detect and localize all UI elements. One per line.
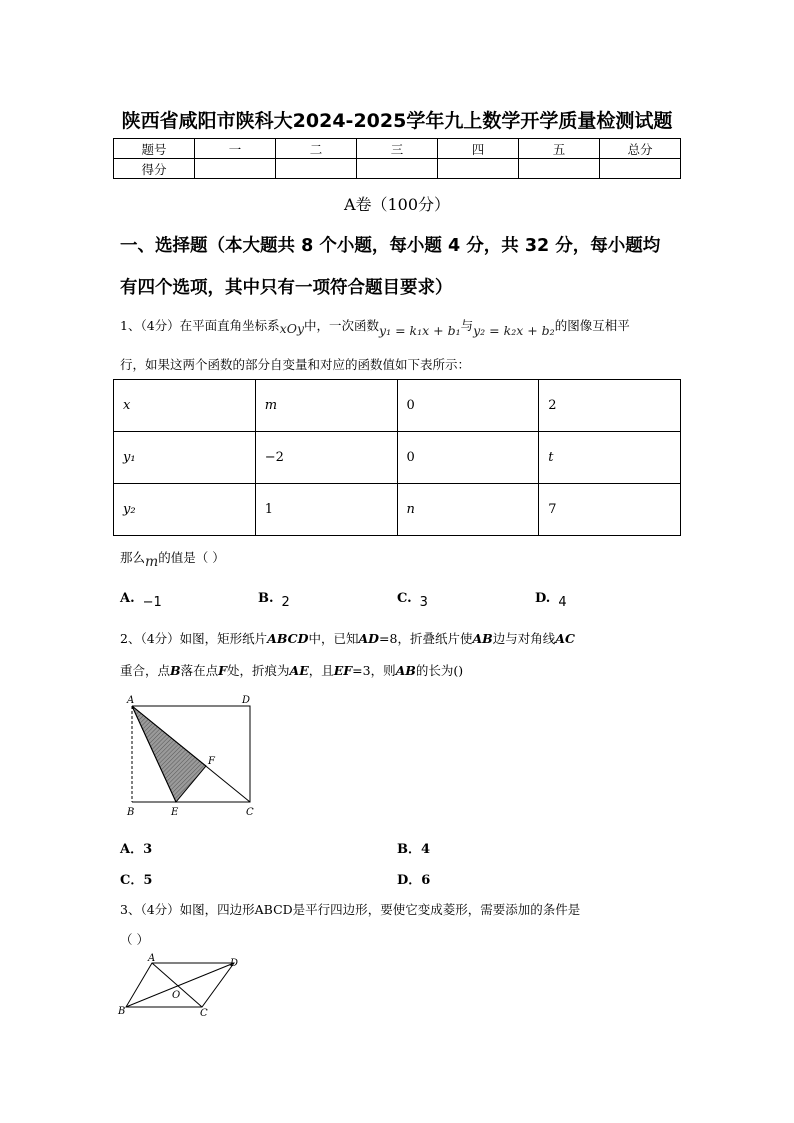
score-header-cell: 四 [438, 139, 519, 159]
volume-heading: A卷（100分） [343, 195, 451, 214]
question-3-line2: （ ） [120, 932, 149, 947]
table-row [114, 484, 681, 536]
score-cell [195, 159, 276, 179]
option-value: 2 [281, 595, 290, 610]
point-label-a: A [127, 695, 135, 706]
q2-var: B [170, 663, 181, 678]
score-row-label: 得分 [114, 159, 195, 179]
point-label-e: E [171, 807, 179, 818]
q1-option-d[interactable] [535, 591, 567, 610]
table-cell: n [397, 484, 539, 536]
option-label: C. [397, 591, 412, 606]
point-label-c: C [246, 807, 254, 818]
q2-text: 边与对角线 [492, 631, 556, 646]
point-label-d: D [230, 958, 239, 969]
score-header-cell: 二 [276, 139, 357, 159]
q2-text: 落在点 [180, 663, 219, 678]
q1-option-c[interactable] [397, 591, 428, 610]
score-cell [276, 159, 357, 179]
q3-parallelogram-figure [116, 951, 246, 1021]
exam-title: 陕西省咸阳市陕科大2024-2025学年九上数学开学质量检测试题 [121, 110, 673, 132]
score-table [113, 138, 681, 179]
q2-var: AC [555, 631, 575, 646]
q2-var: F [218, 663, 227, 678]
score-table-score-row [114, 159, 681, 179]
q2-text: 中，已知 [308, 631, 359, 646]
question-1-line1 [120, 316, 630, 338]
question-1-ask [120, 548, 225, 570]
function-value-table [113, 379, 681, 536]
table-cell: 0 [397, 432, 539, 484]
q2-text: 处，折痕为 [226, 663, 290, 678]
point-label-f: F [208, 756, 215, 767]
option-label: B. [258, 591, 274, 606]
question-1-line2: 行，如果这两个函数的部分自变量和对应的函数值如下表所示： [120, 357, 471, 372]
table-cell: t [539, 432, 681, 484]
q2-var: AB [472, 631, 493, 646]
score-header-cell: 三 [357, 139, 438, 159]
diagonal-ac [132, 706, 250, 802]
section-heading-line2: 有四个选项，其中只有一项符合题目要求） [120, 278, 453, 298]
score-cell [519, 159, 600, 179]
q2-option-b[interactable]: B．4 [397, 842, 431, 857]
option-value: −1 [142, 595, 162, 610]
table-row [114, 432, 681, 484]
q1-prefix: 1、（4分）在平面直角坐标系 [120, 318, 280, 333]
point-label-b: B [118, 1006, 126, 1017]
q1-suffix: 的图像互相平 [554, 318, 630, 333]
question-2-line1 [120, 629, 575, 647]
q2-var: AE [289, 663, 309, 678]
option-value: 3 [419, 595, 428, 610]
q2-text: 的长为() [415, 663, 464, 678]
q1-ask-suffix: 的值是（ ） [158, 550, 225, 565]
q2-option-a[interactable]: A．3 [120, 842, 153, 857]
q1-option-b[interactable] [258, 591, 290, 610]
q2-text: ，且 [308, 663, 334, 678]
score-cell [438, 159, 519, 179]
point-label-c: C [200, 1008, 208, 1019]
q1-mid: 中，一次函数 [304, 318, 380, 333]
point-label-a: A [148, 953, 156, 964]
q2-option-d[interactable]: D．6 [397, 873, 431, 888]
table-cell: 0 [397, 380, 539, 432]
q1-ask-variable: m [145, 554, 159, 570]
q1-function-1: y₁ = k₁x + b₁ [379, 323, 461, 338]
q1-coord-system: xOy [279, 321, 305, 336]
table-cell: y₁ [114, 432, 256, 484]
q2-var: ABCD [267, 631, 309, 646]
q2-var: EF [333, 663, 353, 678]
q2-option-c[interactable]: C．5 [120, 873, 153, 888]
score-cell [600, 159, 681, 179]
q2-var: AB [395, 663, 416, 678]
point-label-b: B [127, 807, 135, 818]
point-label-o: O [172, 990, 181, 1001]
q2-text: 重合，点 [120, 663, 171, 678]
score-header-cell: 一 [195, 139, 276, 159]
table-cell: −2 [255, 432, 397, 484]
q1-and: 与 [460, 318, 474, 333]
table-cell: m [255, 380, 397, 432]
score-cell [357, 159, 438, 179]
option-label: D. [535, 591, 551, 606]
q1-option-a[interactable] [120, 591, 162, 610]
table-cell: x [114, 380, 256, 432]
q1-ask-prefix: 那么 [120, 550, 146, 565]
score-header-cell: 总分 [600, 139, 681, 159]
question-2-line2 [120, 661, 463, 679]
section-heading-line1: 一、选择题（本大题共 8 个小题，每小题 4 分，共 32 分，每小题均 [120, 236, 661, 256]
table-cell: 2 [539, 380, 681, 432]
option-label: A. [120, 591, 135, 606]
q2-text: =8，折叠纸片使 [379, 631, 473, 646]
q2-text: 2、（4分）如图，矩形纸片 [120, 631, 268, 646]
score-header-cell: 五 [519, 139, 600, 159]
point-label-d: D [242, 695, 251, 706]
q2-var: AD [358, 631, 380, 646]
table-row [114, 380, 681, 432]
q2-rectangle-figure [118, 694, 268, 824]
table-cell: y₂ [114, 484, 256, 536]
table-cell: 7 [539, 484, 681, 536]
score-table-header-row [114, 139, 681, 159]
option-value: 4 [558, 595, 567, 610]
question-3-line1: 3、（4分）如图，四边形ABCD是平行四边形，要使它变成菱形，需要添加的条件是 [120, 902, 581, 917]
q2-text: =3，则 [352, 663, 396, 678]
table-cell: 1 [255, 484, 397, 536]
q1-function-2: y₂ = k₂x + b₂ [473, 323, 555, 338]
score-header-cell: 题号 [114, 139, 195, 159]
